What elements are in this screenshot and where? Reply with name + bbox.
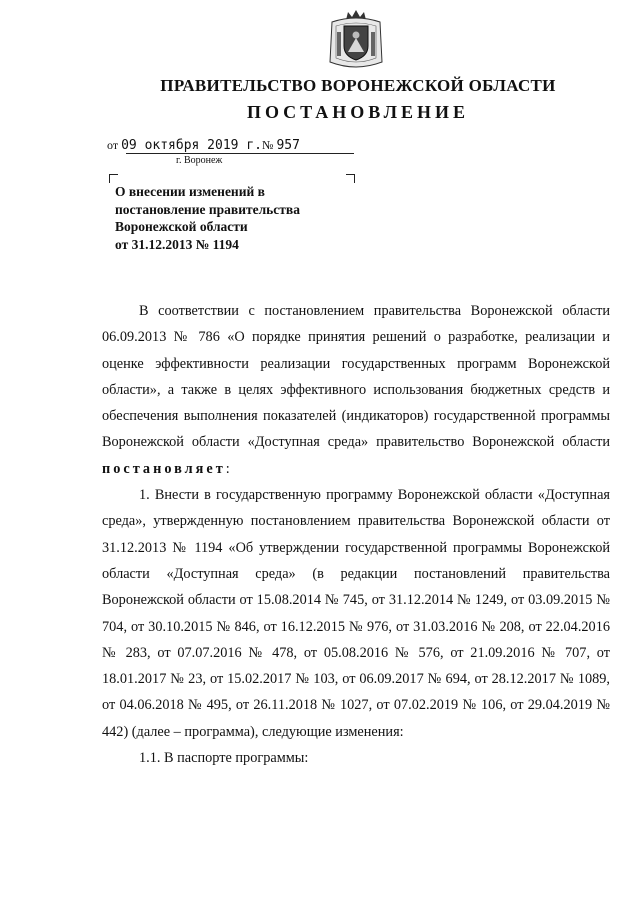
subject-line: постановление правительства xyxy=(115,201,300,217)
resolve-keyword: постановляет xyxy=(102,460,226,477)
document-number: 957 xyxy=(276,138,300,153)
body-paragraph xyxy=(102,298,610,482)
subject-line: О внесении изменений в xyxy=(115,184,265,199)
subject-line: Воронежской области xyxy=(115,219,248,234)
number-sign: № xyxy=(261,138,274,152)
document-type: ПОСТАНОВЛЕНИЕ xyxy=(246,102,470,122)
body-paragraph: 1.1. В паспорте программы: xyxy=(139,750,309,767)
subject-line: от 31.12.2013 № 1194 xyxy=(115,236,239,252)
city: г. Воронеж xyxy=(176,155,223,166)
government-title: ПРАВИТЕЛЬСТВО ВОРОНЕЖСКОЙ ОБЛАСТИ xyxy=(160,76,556,95)
document-subject xyxy=(115,183,355,253)
body-paragraph: 1. Внести в государственную программу Воронежской области «Доступная среда», утвержденную постановлением правительства Воронежской области от 31.12.2013 № 1194 «Об утверждении государственной программы Воронежской области «Доступная среда» (в редакции постановлений правительства Воронежской области от 15.08.2014 № 745, от 31.12.2014 № 1249, от 03.09.2015 № 704, от 30.10.2015 № 846, от 16.12.2015 № 976, от 31.03.2016 № 208, от 22.04.2016 № 283, от 07.07.2016 № 478, от 05.08.2016 № 576, от 21.09.2016 № 707, от 18.01.2017 № 23, от 15.02.2017 № 103, от 06.09.2017 № 694, от 28.12.2017 № 1089, от 04.06.2018 № 495, от 26.11.2018 № 1027, от 07.02.2019 № 106, от 29.04.2019 № 442) (далее – программа), следующие изменения: xyxy=(102,487,610,740)
document-body xyxy=(102,298,610,771)
coat-of-arms-icon xyxy=(326,8,386,70)
subject-bracket-left xyxy=(109,174,118,183)
date-prefix: от xyxy=(107,138,119,152)
date-number-line xyxy=(107,138,300,153)
date-underline xyxy=(126,153,354,154)
preamble-text: В соответствии с постановлением правительства Воронежской области 06.09.2013 № 786 «О порядке принятия решений о разработке, реализации и оценке эффективности реализации государственных программ Воронежской области», а также в целях эффективного использования бюджетных средств и обеспечения выполнения показателей (индикаторов) государственной программы Воронежской области «Доступная среда» правительство Воронежской области xyxy=(102,303,610,451)
subject-bracket-right xyxy=(346,174,355,183)
preamble-end: : xyxy=(225,460,230,477)
document-date: 09 октября 2019 г. xyxy=(121,138,262,153)
